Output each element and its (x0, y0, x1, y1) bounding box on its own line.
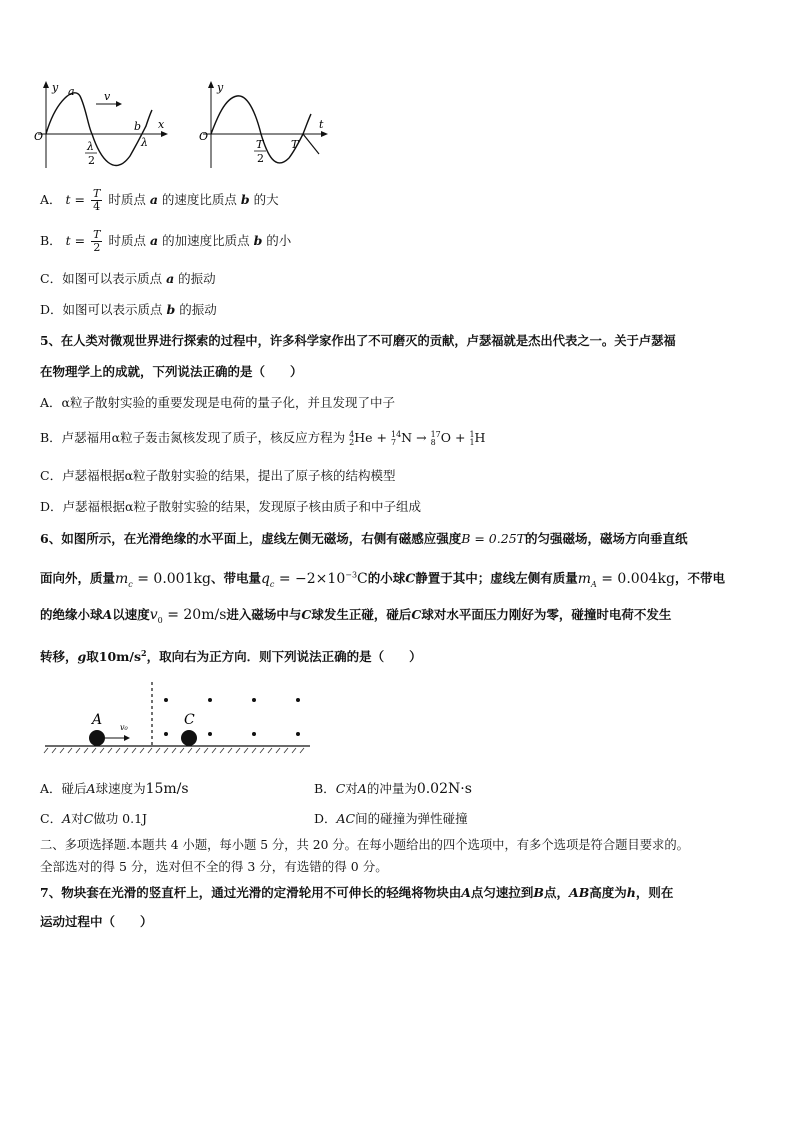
nuclear-equation (349, 430, 485, 445)
ball-c: C (335, 781, 346, 796)
stem-text: 7、物块套在光滑的竖直杆上，通过光滑的定滑轮用不可伸长的轻绳将物块由 (40, 885, 462, 900)
stem-text: 球对水平面压力刚好为零，碰撞时电荷不发生 (421, 607, 672, 622)
sub-0: 0 (157, 615, 163, 625)
mass-a-value: = 0.004kg (596, 570, 675, 587)
stem-text: ，取向右为正方向．则下列说法正确的是（ ） (146, 649, 422, 665)
option-label: A． (40, 192, 62, 207)
element-o: O (440, 430, 451, 445)
option-text: 的冲量为 (366, 781, 417, 796)
var-h: h (626, 885, 636, 900)
fraction-t-over-2 (91, 229, 102, 254)
frac-denominator: 4 (93, 200, 101, 213)
mass-number: 4 (349, 429, 355, 439)
option-value: 15m/s (145, 781, 189, 797)
var-m: m (577, 570, 592, 587)
option-text: 的加速度比质点 (162, 233, 250, 248)
mass-a (578, 571, 675, 587)
ball-c: C (405, 570, 416, 586)
variable-t: t = (65, 233, 86, 248)
q6-option-b[interactable] (314, 780, 472, 798)
option-label: C． (40, 271, 63, 286)
stem-text: 球发生正碰，碰后 (311, 607, 412, 622)
variable-t: t = (65, 192, 85, 207)
mass-c-value: = 0.001kg (132, 570, 211, 587)
point-b: B (533, 885, 544, 900)
point-a: a (149, 233, 159, 248)
frac-numerator: T (92, 187, 101, 200)
q5-option-d[interactable]: D．卢瑟福根据α粒子散射实验的结果，发现原子核由质子和中子组成 (40, 499, 421, 514)
option-text: C． (40, 811, 63, 826)
element-he: He (354, 430, 373, 445)
q6-stem-line2 (40, 566, 725, 593)
ball-c: C (301, 607, 312, 622)
stem-text: 、带电量 (210, 570, 261, 586)
stem-text: 的绝缘小球 (40, 607, 103, 622)
q5-option-c[interactable]: C．卢瑟福根据α粒子散射实验的结果，提出了原子核的结构模型 (40, 468, 396, 483)
atomic-number: 1 (469, 437, 475, 447)
wave-a-label: a (68, 85, 75, 98)
point-a: A (461, 885, 471, 900)
fig-velocity-label: v₀ (120, 723, 128, 732)
charge-c-value: = −2×10 (274, 570, 346, 587)
wave-lambda-half-num: λ (87, 140, 94, 153)
stem-text: 6、如图所示，在光滑绝缘的水平面上，虚线左侧无磁场，右侧有磁感应强度 (40, 531, 462, 546)
q7-stem-line2: 运动过程中（ ） (40, 914, 153, 929)
q6-figure (40, 678, 320, 758)
option-text: 对 (345, 781, 358, 796)
wave-x-label: x (158, 118, 165, 131)
q5-option-a[interactable]: A．α粒子散射实验的重要发现是电荷的量子化，并且发现了中子 (40, 395, 395, 410)
var-v: v (149, 607, 158, 623)
mass-number: 17 (430, 429, 441, 439)
wave-v-label: v (104, 90, 111, 103)
option-text: 的振动 (179, 302, 217, 317)
charge-c (261, 571, 368, 587)
frac-denominator: 2 (93, 241, 101, 254)
option-text: 做功 0.1J (93, 811, 148, 826)
option-text: 如图可以表示质点 (62, 302, 163, 317)
fig-ball-c-label: C (184, 712, 195, 728)
wave-b-label: b (134, 120, 142, 133)
unit: C (357, 570, 368, 587)
ball-c: C (83, 811, 94, 826)
vibration-graph (195, 78, 335, 173)
wave-lambda-half-den: 2 (88, 154, 95, 167)
q6-option-d[interactable] (314, 810, 468, 828)
option-text: 的振动 (178, 271, 216, 286)
wave-origin-label: O (34, 130, 44, 143)
element-h: H (474, 430, 486, 445)
section2-heading-line1: 二、多项选择题.本题共 4 小题，每小题 5 分，共 20 分。在每小题给出的四个选项中，有多个选项是符合题目要求的。 (40, 838, 689, 852)
wave-y-label: y (52, 81, 59, 94)
stem-text: 点匀速拉到 (470, 885, 534, 900)
stem-text: 面向外，质量 (40, 570, 116, 586)
element-n: N (401, 430, 413, 445)
exponent: 2 (141, 648, 147, 658)
ball-a: A (102, 607, 113, 622)
point-b: b (166, 302, 176, 317)
stem-text: 的小球 (367, 570, 406, 586)
fraction-t-over-4 (91, 188, 102, 213)
option-label: D． (40, 302, 63, 317)
vibration-T-half-den: 2 (257, 152, 264, 165)
stem-text: 进入磁场中与 (226, 607, 302, 622)
q6-stem-line4 (40, 644, 422, 666)
option-text: 对 (71, 811, 84, 826)
sub-a: A (591, 579, 597, 589)
point-a: a (166, 271, 175, 286)
vibration-origin-label: O (199, 130, 209, 143)
ball-c: C (411, 607, 422, 622)
option-text: A．碰后 (40, 781, 87, 796)
q4-option-a[interactable] (40, 188, 279, 213)
ball-a: A (86, 781, 96, 796)
option-text: 的小 (266, 233, 292, 248)
option-text: 时质点 (108, 192, 146, 207)
option-text: 球速度为 (95, 781, 146, 796)
point-b: b (240, 192, 250, 207)
section2-heading-line2: 全部选对的得 5 分，选对但不全的得 3 分，有选错的得 0 分。 (40, 859, 388, 874)
atomic-number: 8 (430, 437, 436, 447)
option-label: B． (40, 233, 62, 248)
segment-ab: AB (569, 885, 590, 900)
fig-ball-a-label: A (92, 712, 103, 728)
vibration-T-half-num: T (256, 138, 264, 151)
q4-option-c[interactable] (40, 270, 216, 288)
mass-number: 14 (390, 429, 402, 439)
stem-text: 点， (544, 885, 570, 900)
mass-c (115, 571, 211, 587)
q5-stem-line2: 在物理学上的成就，下列说法正确的是（ ） (40, 364, 303, 379)
option-text: B． (314, 781, 336, 796)
q5-option-b[interactable] (40, 429, 485, 447)
var-q: q (260, 570, 270, 587)
mass-number: 1 (469, 429, 475, 439)
ball-a: A (357, 781, 367, 796)
stem-text: 静置于其中；虚线左侧有质量 (415, 570, 578, 586)
option-text: 如图可以表示质点 (62, 271, 163, 286)
q4-option-d[interactable] (40, 301, 217, 319)
plus-sign: + (376, 430, 387, 445)
vibration-T-label: T (291, 138, 299, 151)
ball-a: A (62, 811, 72, 826)
reaction-arrow: → (416, 430, 427, 445)
option-text: 的大 (253, 192, 279, 207)
velocity-v0 (150, 607, 227, 623)
sub-c: c (128, 579, 133, 589)
option-text: 时质点 (108, 233, 146, 248)
option-text: 间的碰撞为弹性碰撞 (355, 811, 468, 826)
stem-text: ，不带电 (674, 570, 725, 586)
q6-option-a[interactable] (40, 780, 189, 798)
option-text: D． (314, 811, 337, 826)
atomic-number: 7 (390, 437, 397, 447)
stem-text: 的匀强磁场，磁场方向垂直纸 (524, 531, 688, 546)
q6-stem-line1 (40, 530, 688, 548)
vibration-y-label: y (217, 81, 224, 94)
balls-ac: AC (336, 811, 356, 826)
option-value: 0.02N·s (416, 781, 472, 797)
q6-stem-line3 (40, 606, 671, 630)
option-text: 的速度比质点 (161, 192, 237, 207)
field-strength: B = 0.25T (461, 531, 525, 546)
var-g: g (77, 649, 87, 665)
q5-stem-line1: 5、在人类对微观世界进行探索的过程中，许多科学家作出了不可磨灭的贡献，卢瑟福就是杰出代表之一。关于卢瑟福 (40, 333, 676, 348)
q6-option-c[interactable] (40, 810, 147, 828)
option-text: B．卢瑟福用α粒子轰击氮核发现了质子，核反应方程为 (40, 430, 346, 445)
stem-text: 以速度 (112, 607, 150, 622)
gravity-value: 10m/s (98, 649, 142, 665)
velocity-value: = 20m/s (162, 607, 227, 623)
point-a: a (149, 192, 158, 207)
point-b: b (253, 233, 263, 248)
plus-sign: + (454, 430, 466, 445)
vibration-t-label: t (319, 118, 324, 131)
stem-text: ，则在 (635, 885, 674, 900)
stem-text: 转移， (40, 649, 78, 665)
stem-text: 取 (86, 649, 99, 665)
frac-numerator: T (93, 228, 101, 241)
exponent: −3 (345, 570, 358, 579)
atomic-number: 2 (349, 437, 355, 447)
wave-graph (30, 78, 170, 173)
var-m: m (115, 570, 129, 587)
wave-lambda-label: λ (141, 136, 148, 149)
stem-text: 高度为 (589, 885, 627, 900)
q4-option-b[interactable] (40, 229, 291, 254)
sub-c: c (269, 579, 275, 589)
q7-stem-line1 (40, 884, 673, 902)
